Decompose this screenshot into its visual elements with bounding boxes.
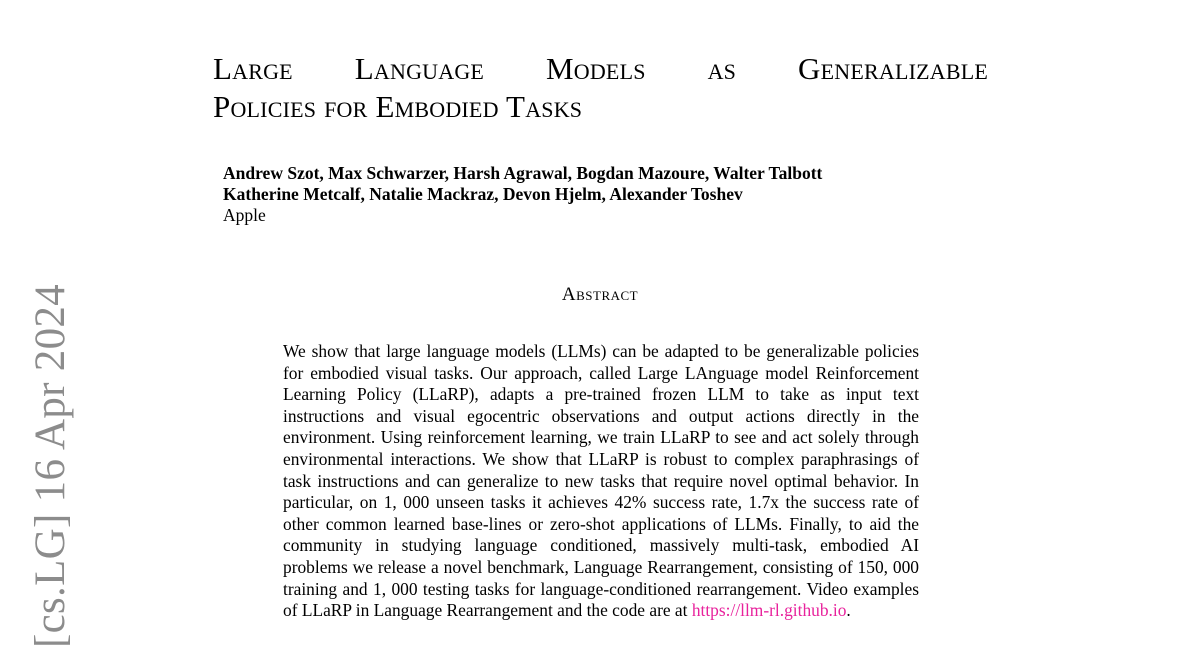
abstract-text: We show that large language models (LLMs) can be adapted to be generalizable policies for embodied visual tasks. Our approach, called Large LAnguage model Reinforcement Learning Policy (LLaRP), adapts a pre-trained frozen LLM to take as input text instructions and visual egocentric observations and output actions directly in the environment. Using reinforcement learning, we train LLaRP to see and act solely through environmental interactions. We show that LLaRP is robust to complex paraphrasings of task instructions and can generalize to new tasks that require novel optimal behavior. In particular, on 1, 000 unseen tasks it achieves 42% success rate, 1.7x the success rate of other common learned base-lines or zero-shot applications of LLMs. Finally, to aid the community in studying language conditioned, massively multi-task, embodied AI problems we release a novel benchmark, Language Rearrangement, consisting of 150, 000 training and 1, 000 testing tasks for language-conditioned rearrangement. Video examples of LLaRP in Language Rearrangement and the code are at xyxy=(283,341,919,621)
paper-title-line-1: Large Language Models as Generalizable xyxy=(213,51,988,86)
paper-title xyxy=(213,50,1003,126)
paper-title-line-2: Policies for Embodied Tasks xyxy=(213,89,583,124)
abstract-heading: Abstract xyxy=(561,284,639,305)
abstract-paragraph xyxy=(283,341,919,622)
affiliation: Apple xyxy=(223,205,266,225)
arxiv-side-stamp: [cs.LG] 16 Apr 2024 xyxy=(27,284,74,648)
abstract-end-punctuation: . xyxy=(846,600,851,621)
author-list-line-1: Andrew Szot, Max Schwarzer, Harsh Agrawal, Bogdan Mazoure, Walter Talbott xyxy=(223,163,823,183)
author-block xyxy=(223,163,983,226)
author-list-line-2: Katherine Metcalf, Natalie Mackraz, Devon Hjelm, Alexander Toshev xyxy=(223,184,743,204)
project-link[interactable]: https://llm-rl.github.io xyxy=(691,600,847,621)
